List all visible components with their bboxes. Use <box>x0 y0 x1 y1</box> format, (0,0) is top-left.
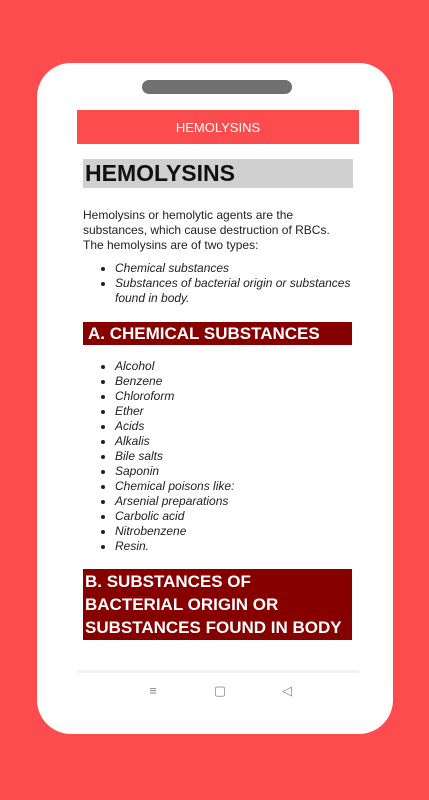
list-item: • Alkalis <box>115 434 353 449</box>
phone-speaker <box>142 80 292 94</box>
list-item: • Chemical substances <box>115 261 353 276</box>
list-item: • Saponin <box>115 464 353 479</box>
list-item: • Substances of bacterial origin or substances found in body. <box>115 276 353 306</box>
home-icon[interactable]: ▢ <box>213 683 227 698</box>
list-item: • Carbolic acid <box>115 509 353 524</box>
app-screen <box>77 110 359 673</box>
list-item: • Resin. <box>115 539 353 554</box>
app-bar <box>77 110 359 144</box>
list-item: • Chloroform <box>115 389 353 404</box>
back-icon[interactable]: ◁ <box>282 683 292 698</box>
list-item: • Acids <box>115 419 353 434</box>
list-item: • Alcohol <box>115 359 353 374</box>
types-list <box>83 261 353 306</box>
list-item: • Bile salts <box>115 449 353 464</box>
list-item: • Arsenial preparations <box>115 494 353 509</box>
app-title: HEMOLYSINS <box>175 119 261 135</box>
chemical-substances-list <box>83 359 353 554</box>
list-item: • Chemical poisons like: <box>115 479 353 494</box>
list-item: • Nitrobenzene <box>115 524 353 539</box>
list-item: • Ether <box>115 404 353 419</box>
menu-icon[interactable]: ≡ <box>149 683 157 698</box>
section-b-heading: B. SUBSTANCES OF BACTERIAL ORIGIN OR SUBSTANCES FOUND IN BODY <box>83 569 352 640</box>
list-item: • Benzene <box>115 374 353 389</box>
intro-paragraph: Hemolysins or hemolytic agents are the substances, which cause destruction of RBCs. The hemolysins are of two types: <box>83 208 330 252</box>
system-nav-bar <box>77 675 359 709</box>
article-content <box>77 144 359 640</box>
nav-divider <box>77 670 359 673</box>
phone-frame <box>37 63 393 734</box>
section-a-heading: A. CHEMICAL SUBSTANCES <box>83 322 352 345</box>
page-heading: HEMOLYSINS <box>83 159 353 188</box>
